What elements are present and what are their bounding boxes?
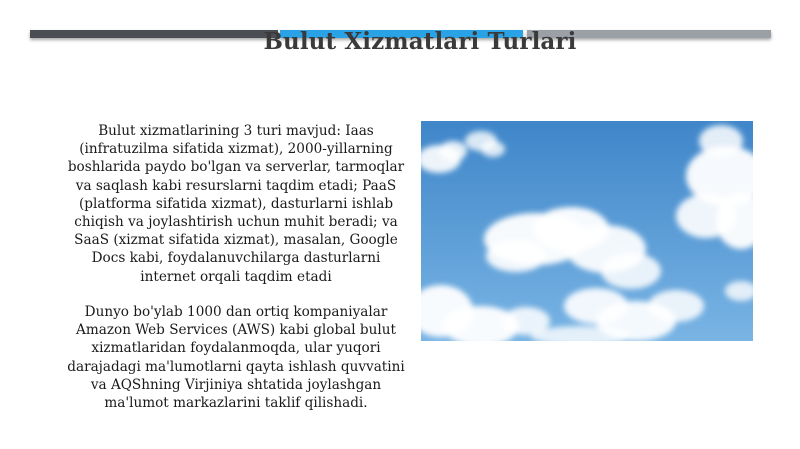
- sky-clouds-image: [421, 121, 753, 341]
- slide-title: Bulut Xizmatlari Turlari: [263, 28, 577, 55]
- body-paragraph-1: Bulut xizmatlarining 3 turi mavjud: Iaas (infratuzilma sifatida xizmat), 2000-yillarning boshlarida paydo bo'lgan va serverlar, tarmoqlar va saqlash kabi resurslarni taqdim etadi; PaaS (platforma sifatida xizmat), dasturlarni ishlab chiqish va joylashtirish uchun muhit beradi; va SaaS (xizmat sifatida xizmat), masalan, Google Docs kabi, foydalanuvchilarga dasturlarni internet orqali taqdim etadi: [67, 123, 405, 285]
- body-paragraph-2: Dunyo bo'ylab 1000 dan ortiq kompaniyalar Amazon Web Services (AWS) kabi global bulut xizmatlaridan foydalanmoqda, ular yuqori darajadagi ma'lumotlarni qayta ishlash quvvatini va AQShning Virjiniya shtatida joylashgan ma'lumot markazlarini taklif qilishadi.: [67, 304, 405, 412]
